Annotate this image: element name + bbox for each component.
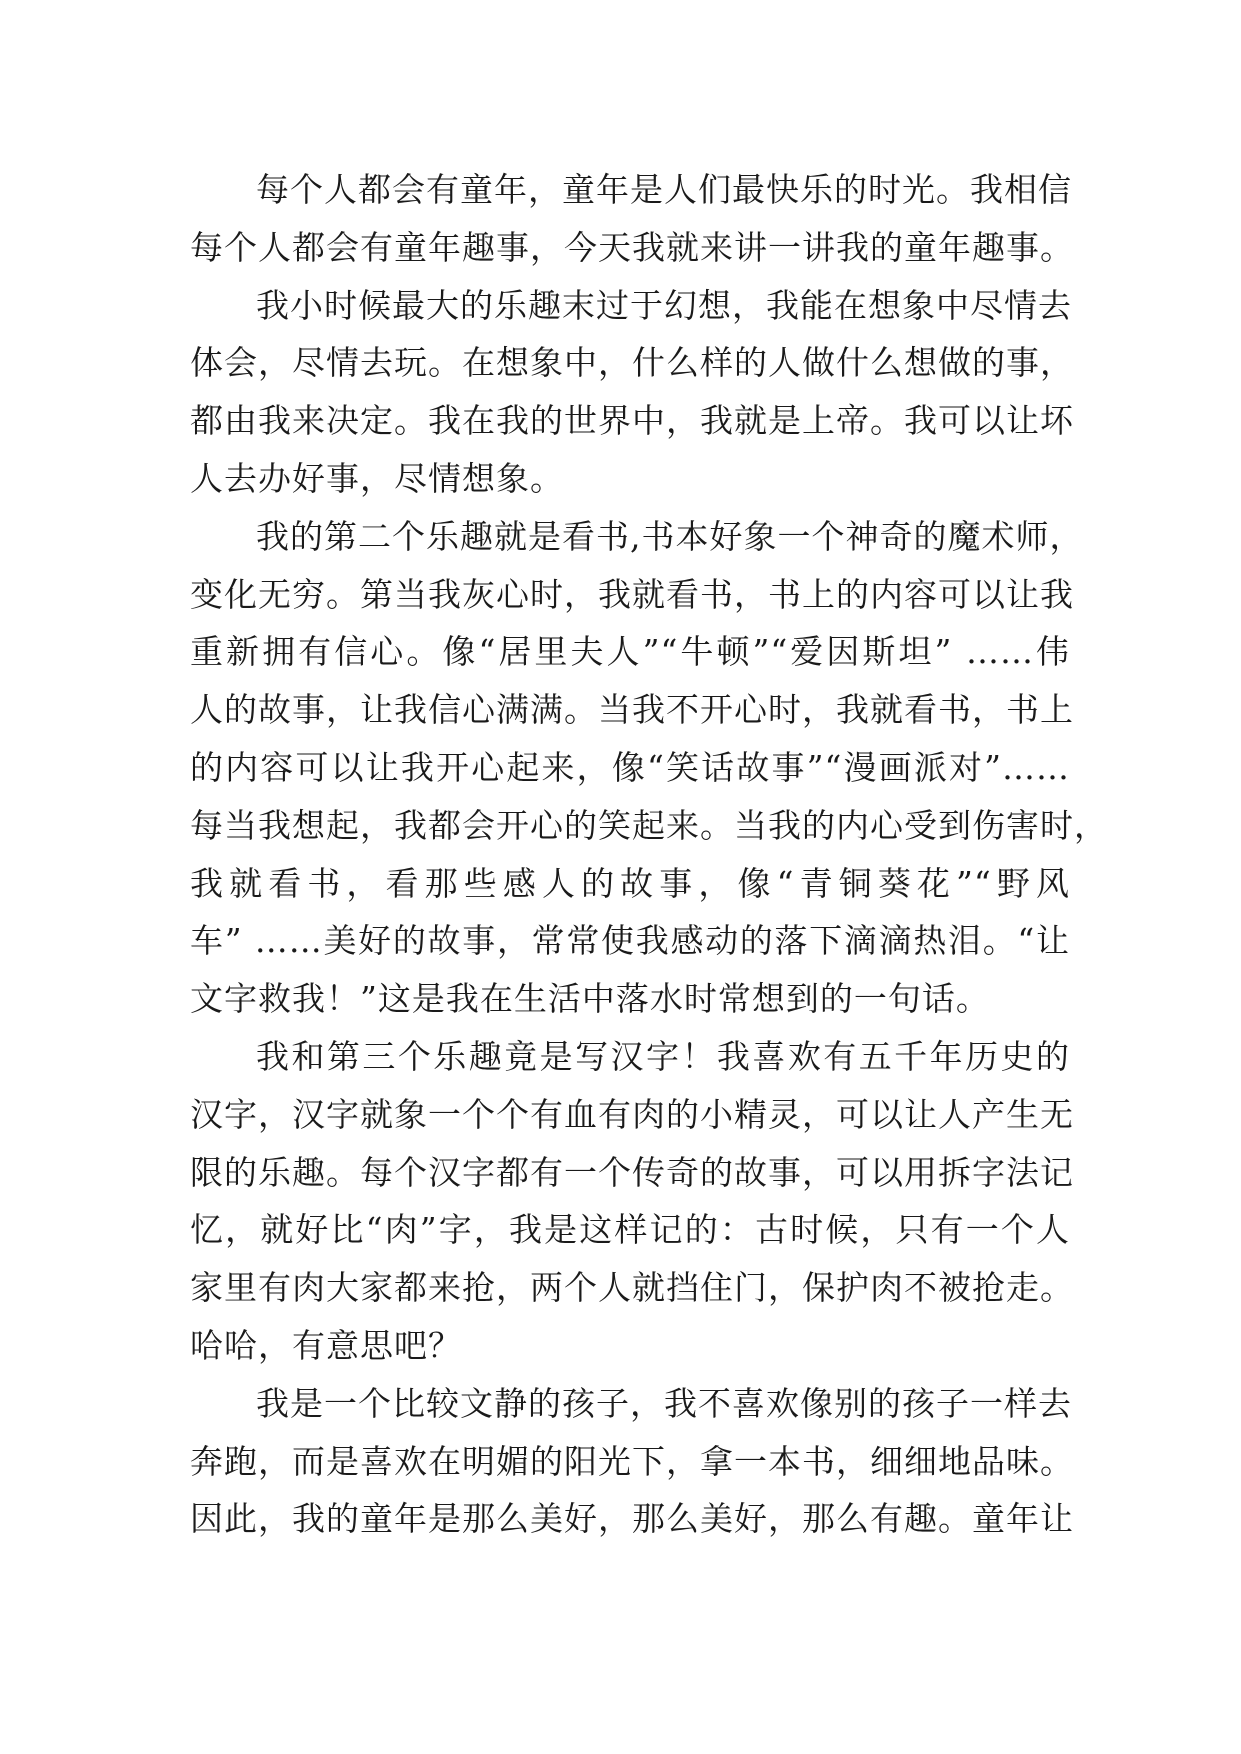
text-line: 人的故事，让我信心满满。当我不开心时，我就看书，书上 [190,690,1074,730]
text-line: 因此，我的童年是那么美好，那么美好，那么有趣。童年让 [190,1499,1074,1539]
text-line: 忆，就好比“肉”字，我是这样记的：古时候，只有一个人 [190,1210,1070,1250]
paragraph-2 [190,277,1074,508]
text-line: 汉字，汉字就象一个个有血有肉的小精灵，可以让人产生无 [190,1094,1074,1134]
text-line: 每个人都会有童年趣事，今天我就来讲一讲我的童年趣事。 [190,227,1074,267]
text-line: 我的第二个乐趣就是看书,书本好象一个神奇的魔术师， [256,516,1084,556]
text-line: 我是一个比较文静的孩子，我不喜欢像别的孩子一样去 [256,1383,1072,1423]
text-line: 文字救我！”这是我在生活中落水时常想到的一句话。 [190,979,990,1019]
text-line: 奔跑，而是喜欢在明媚的阳光下，拿一本书，细细地品味。 [190,1441,1074,1481]
text-line: 哈哈，有意思吧？ [190,1325,462,1365]
text-line: 我就看书，看那些感人的故事，像“青铜葵花”“野风 [190,863,1070,903]
text-line: 人去办好事，尽情想象。 [190,458,564,498]
text-line: 每个人都会有童年，童年是人们最快乐的时光。我相信 [256,170,1072,209]
text-line: 都由我来决定。我在我的世界中，我就是上帝。我可以让坏 [190,401,1074,441]
text-line: 车” ……美好的故事，常常使我感动的落下滴滴热泪。“让 [190,921,1070,961]
essay-body [190,161,1108,1548]
paragraph-3 [190,508,1108,1028]
text-line: 家里有肉大家都来抢，两个人就挡住门，保护肉不被抢走。 [190,1268,1074,1308]
text-line: 的内容可以让我开心起来，像“笑话故事”“漫画派对”…… [190,747,1070,787]
paragraph-1 [190,161,1074,277]
text-line: 限的乐趣。每个汉字都有一个传奇的故事，可以用拆字法记 [190,1152,1074,1192]
text-line: 体会，尽情去玩。在想象中，什么样的人做什么想做的事， [190,343,1074,383]
text-line: 变化无穷。第当我灰心时，我就看书，书上的内容可以让我 [190,574,1074,614]
paragraph-4 [190,1028,1074,1375]
text-line: 每当我想起，我都会开心的笑起来。当我的内心受到伤害时， [190,805,1108,845]
text-line: 重新拥有信心。像“居里夫人”“牛顿”“爱因斯坦” ……伟 [190,632,1070,672]
paragraph-5 [190,1375,1074,1548]
text-line: 我小时候最大的乐趣末过于幻想，我能在想象中尽情去 [256,285,1072,325]
text-line: 我和第三个乐趣竟是写汉字！我喜欢有五千年历史的 [256,1036,1070,1076]
